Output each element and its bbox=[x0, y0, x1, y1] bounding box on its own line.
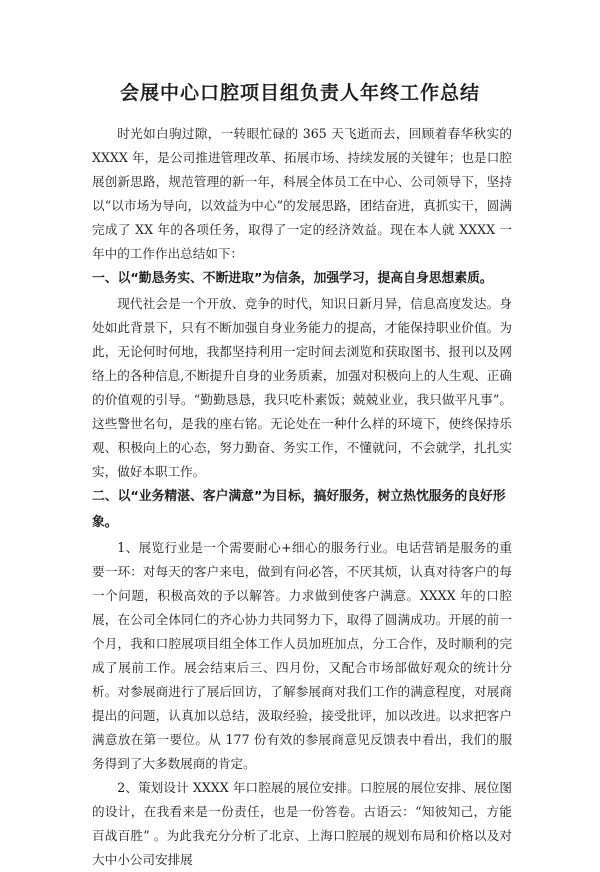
section-2-paragraph-2: 2、策划设计 XXXX 年口腔展的展位安排。口腔展的展位安排、展位图的设计，在我看来是一份责任，也是一份答卷。古语云：“知彼知己，方能百战百胜” 。为此我充分分析了北京、上海口腔展的规划布局和价格以及对大中小公司安排展 bbox=[92, 780, 512, 867]
section-heading-1: 一、以“勤恳务实、不断进取”为信条，加强学习，提高自身思想素质。 bbox=[92, 271, 493, 286]
document-body bbox=[92, 122, 512, 872]
intro-paragraph: 时光如白驹过隙，一转眼忙碌的 365 天飞逝而去，回顾着春华秋实的 XXXX 年，是公司推进管理改革、拓展市场、持续发展的关键年；也是口腔展创新思路，规范管理的新一年，科展全体员工在中心、公司领导下，坚持以“以市场为导向，以效益为中心”的发展思路，团结奋进，真抓实干，圆满完成了 XX 年的各项任务，取得了一定的经济效益。现在本人就 XXXX 一年中的工作作出总结如下： bbox=[92, 126, 512, 261]
section-heading-2: 二、以“业务精湛、客户满意”为目标，搞好服务，树立热忱服务的良好形象。 bbox=[92, 489, 506, 530]
section-1-paragraph: 现代社会是一个开放、竞争的时代，知识日新月异，信息高度发达。身处如此背景下，只有不断加强自身业务能力的提高，才能保持职业价值。为此，无论何时何地，我都坚持利用一定时间去浏览和获取图书、报刊以及网络上的各种信息,不断提升自身的业务质素，加强对积极向上的人生观、正确的价值观的引导。“勤勤恳恳，我只吃朴素饭；兢兢业业，我只做平凡事”。这些警世名句，是我的座右铭。无论处在一种什么样的环境下，使终保持乐观、积极向上的心态，努力勤奋、务实工作，不懂就问，不会就学，扎扎实实，做好本职工作。 bbox=[92, 296, 512, 479]
document-title: 会展中心口腔项目组负责人年终工作总结 bbox=[119, 82, 480, 104]
section-2-paragraph-1: 1、展览行业是一个需要耐心+细心的服务行业。电话营销是服务的重要一环：对每天的客户来电，做到有问必答，不厌其烦，认真对待客户的每一个问题，积极高效的予以解答。力求做到使客户满意。XXXX 年的口腔展，在公司全体同仁的齐心协力共同努力下，取得了圆满成功。开展的前一个月，我和口腔展项目组全体工作人员加班加点，分工合作，及时顺利的完成了展前工作。展会结束后三、四月份，又配合市场部做好观众的统计分析。对参展商进行了展后回访，了解参展商对我们工作的满意程度，对展商提出的问题，认真加以总结，汲取经验，接受批评，加以改进。以求把客户满意放在第一要位。从 177 份有效的参展商意见反馈表中看出，我们的服务得到了大多数展商的肯定。 bbox=[92, 540, 512, 771]
